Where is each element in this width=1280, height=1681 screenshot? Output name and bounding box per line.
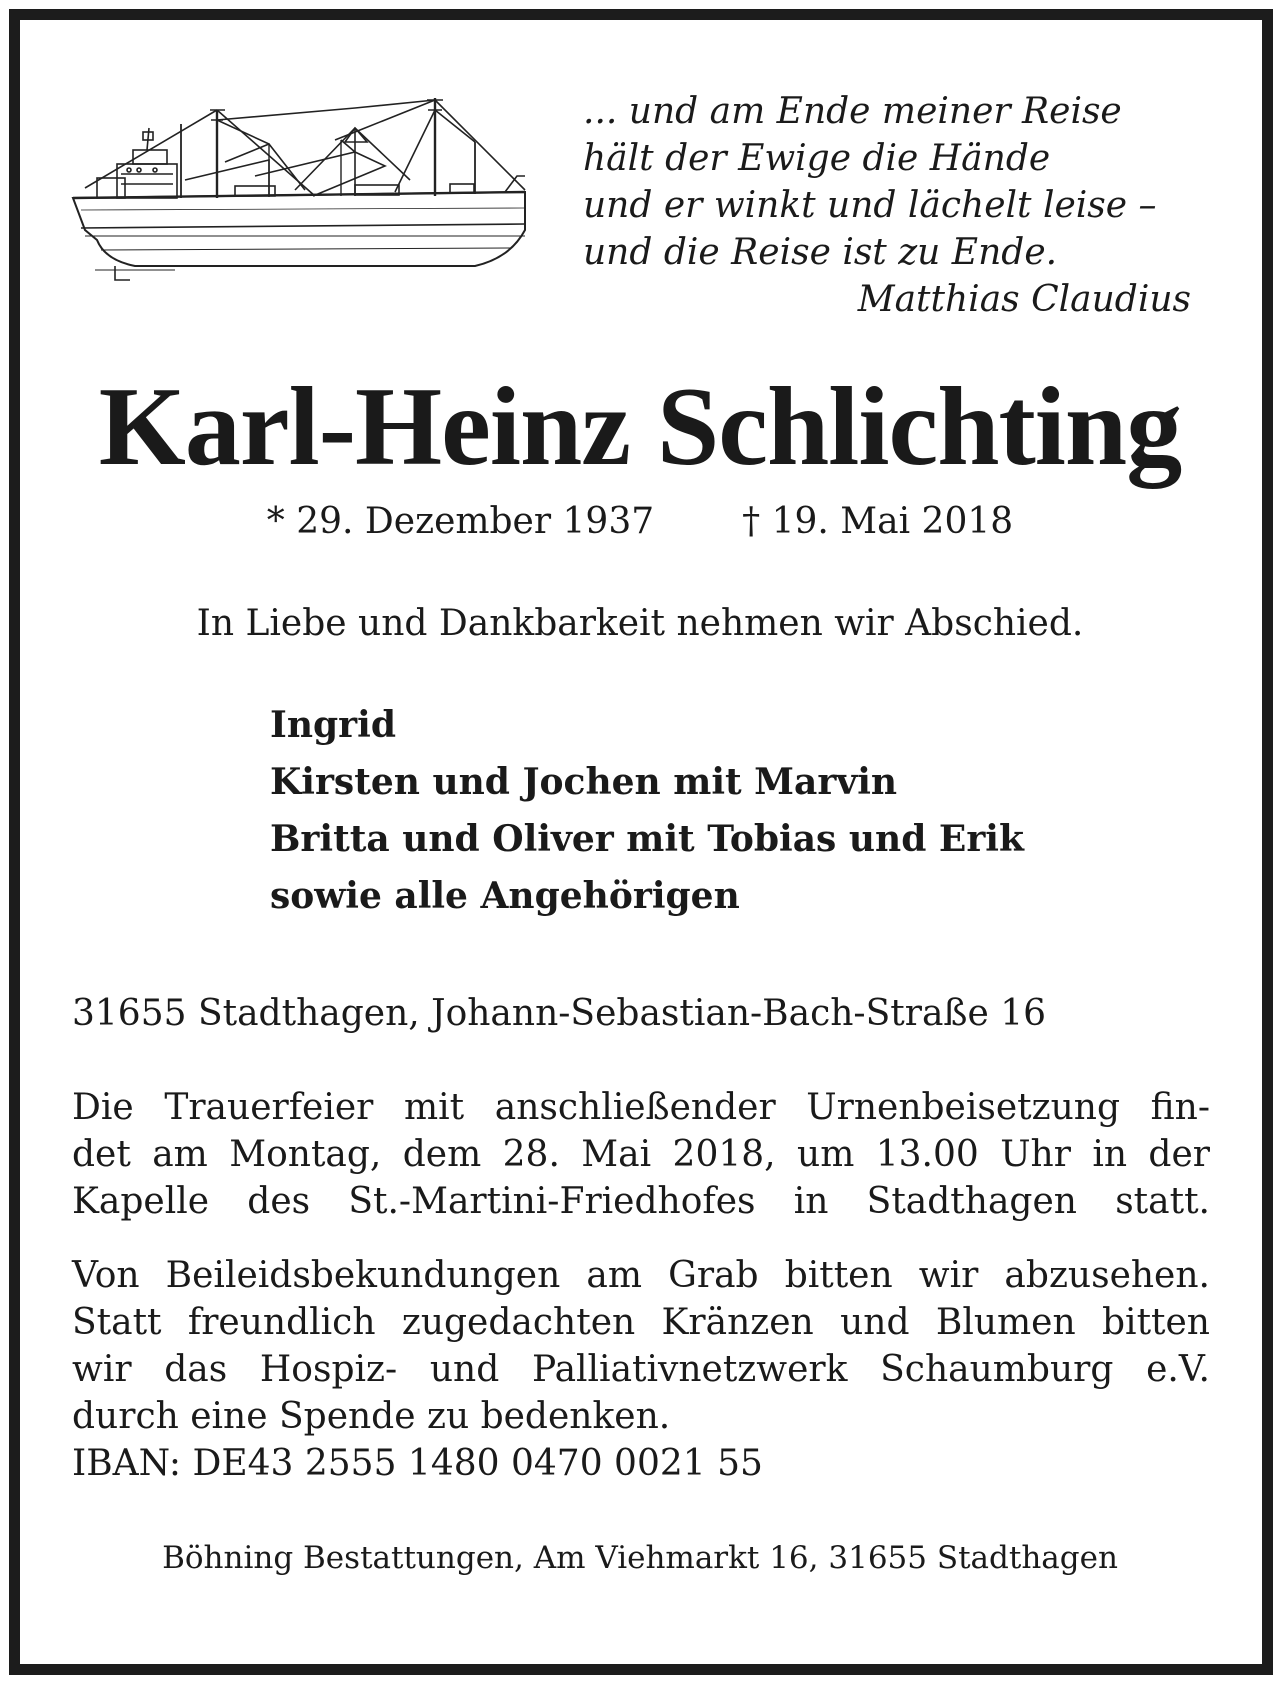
poem-line: und die Reise ist zu Ende. — [583, 232, 1058, 273]
deceased-name: Karl-Heinz Schlichting — [98, 365, 1182, 489]
mourner-line: Ingrid — [270, 704, 396, 746]
ceremony-line: Die Trauerfeier mit anschließender Urnenbeisetzung fin- — [72, 1087, 1210, 1128]
poem-line: hält der Ewige die Hände — [583, 138, 1051, 179]
poem — [583, 88, 1213, 323]
donation-line: durch eine Spende zu bedenken. — [72, 1396, 671, 1437]
ceremony-notice — [72, 1084, 1210, 1225]
mourner-line: Britta und Oliver mit Tobias und Erik — [270, 818, 1024, 860]
mourner-line: sowie alle Angehörigen — [270, 875, 740, 917]
farewell-text: In Liebe und Dankbarkeit nehmen wir Abschied. — [196, 603, 1084, 644]
mourners-list — [270, 697, 1024, 925]
family-address: 31655 Stadthagen, Johann-Sebastian-Bach-Straße 16 — [72, 993, 1047, 1034]
poem-line: und er winkt und lächelt leise – — [583, 185, 1157, 226]
birth-date: * 29. Dezember 1937 — [266, 501, 655, 542]
ceremony-line: det am Montag, dem 28. Mai 2018, um 13.00 Uhr in der — [72, 1134, 1210, 1175]
donation-notice — [72, 1252, 1210, 1487]
ship-drawing-icon — [55, 80, 535, 295]
donation-line: Von Beileidsbekundungen am Grab bitten wir abzusehen. — [72, 1255, 1210, 1296]
ceremony-line: Kapelle des St.-Martini-Friedhofes in Stadthagen statt. — [72, 1181, 1210, 1222]
poem-line: ... und am Ende meiner Reise — [583, 91, 1122, 132]
donation-line: Statt freundlich zugedachten Kränzen und Blumen bitten — [72, 1302, 1210, 1343]
iban-line: IBAN: DE43 2555 1480 0470 0021 55 — [72, 1443, 763, 1484]
life-dates — [0, 498, 1280, 546]
donation-line: wir das Hospiz- und Palliativnetzwerk Schaumburg e.V. — [72, 1349, 1210, 1390]
poem-author: Matthias Claudius — [857, 279, 1191, 320]
mourner-line: Kirsten und Jochen mit Marvin — [270, 761, 898, 803]
funeral-home: Böhning Bestattungen, Am Viehmarkt 16, 31655 Stadthagen — [162, 1540, 1118, 1576]
death-date: † 19. Mai 2018 — [742, 501, 1014, 542]
